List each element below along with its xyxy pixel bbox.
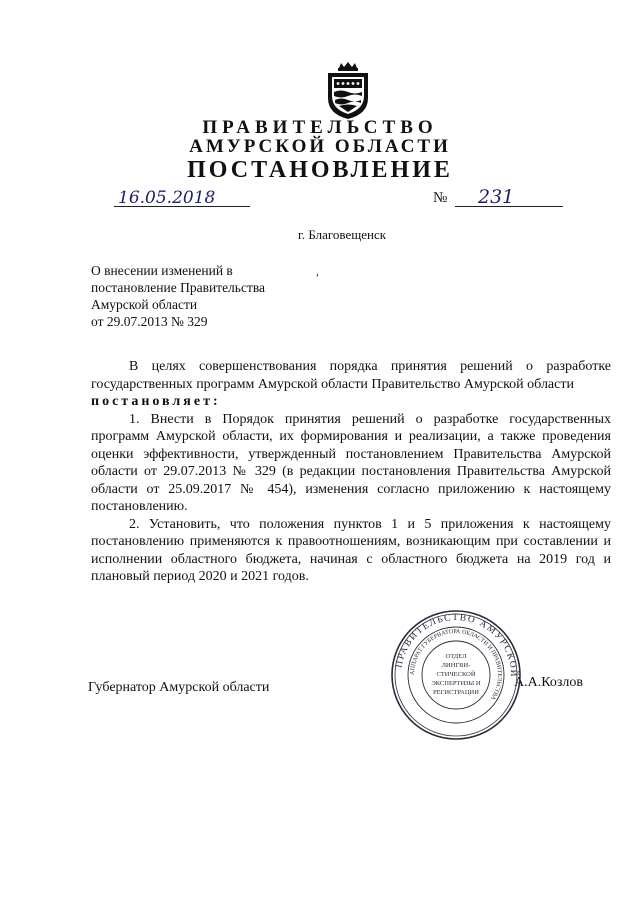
stamp-center-line: СТИЧЕСКОЙ [436,671,476,678]
signatory-title: Губернатор Амурской области [88,680,270,695]
government-title: ПРАВИТЕЛЬСТВО [202,117,438,138]
subject-line: Амурской области [91,297,198,312]
stamp-center-line: ОТДЕЛ [445,653,467,660]
stamp-inner-text: АППАРАТ ГУБЕРНАТОРА ОБЛАСТИ И ПРАВИТЕЛЬСТВА [409,628,503,701]
document-type: ПОСТАНОВЛЕНИЕ [187,157,453,183]
number-label: № [433,190,448,206]
subject-line: О внесении изменений в [91,263,233,278]
stamp-center-line: ЛИНГВИ- [441,662,471,669]
region-title: АМУРСКОЙ ОБЛАСТИ [189,136,451,157]
official-stamp [389,608,523,742]
resolves-word: постановляет: [91,394,221,409]
stamp-outer-text: ПРАВИТЕЛЬСТВО АМУРСКОЙ [394,612,519,679]
preamble: В целях совершенствования порядка принятия решений о разработке государственных программ Амурской области Правительство Амурской области [91,359,611,392]
stamp-center-line: РЕГИСТРАЦИИ [433,689,479,696]
city-name: г. Благовещенск [297,227,387,242]
stamp-center-line: ЭКСПЕРТИЗЫ И [431,680,481,687]
document-date: 16.05.2018 [118,188,216,208]
signatory-name: А.А.Козлов [514,675,583,690]
document-body [91,358,611,586]
item-1: 1. Внести в Порядок принятия решений о разработке государственных программ Амурской области, их формирования и реализации, а также проведения оценки эффективности, утвержденный постановлением Правительства Амурской области от 29.07.2013 № 329 (в редакции постановления Правительства Амурской области от 25.09.2017 № 454), изменения согласно приложению к настоящему постановлению. [91,411,611,514]
item-2: 2. Установить, что положения пунктов 1 и 5 приложения к настоящему постановлению применяются к правоотношениям, возникающим при составлении и исполнении областного бюджета, начиная с областного бюджета на 2019 год и плановый период 2020 и 2021 годов. [91,516,611,584]
subject-line: постановление Правительства [91,280,266,295]
document-subject [91,262,331,330]
document-number: 231 [478,186,515,208]
coat-of-arms-icon [325,62,371,120]
pen-mark: , [316,264,319,278]
subject-line: от 29.07.2013 № 329 [91,314,208,329]
